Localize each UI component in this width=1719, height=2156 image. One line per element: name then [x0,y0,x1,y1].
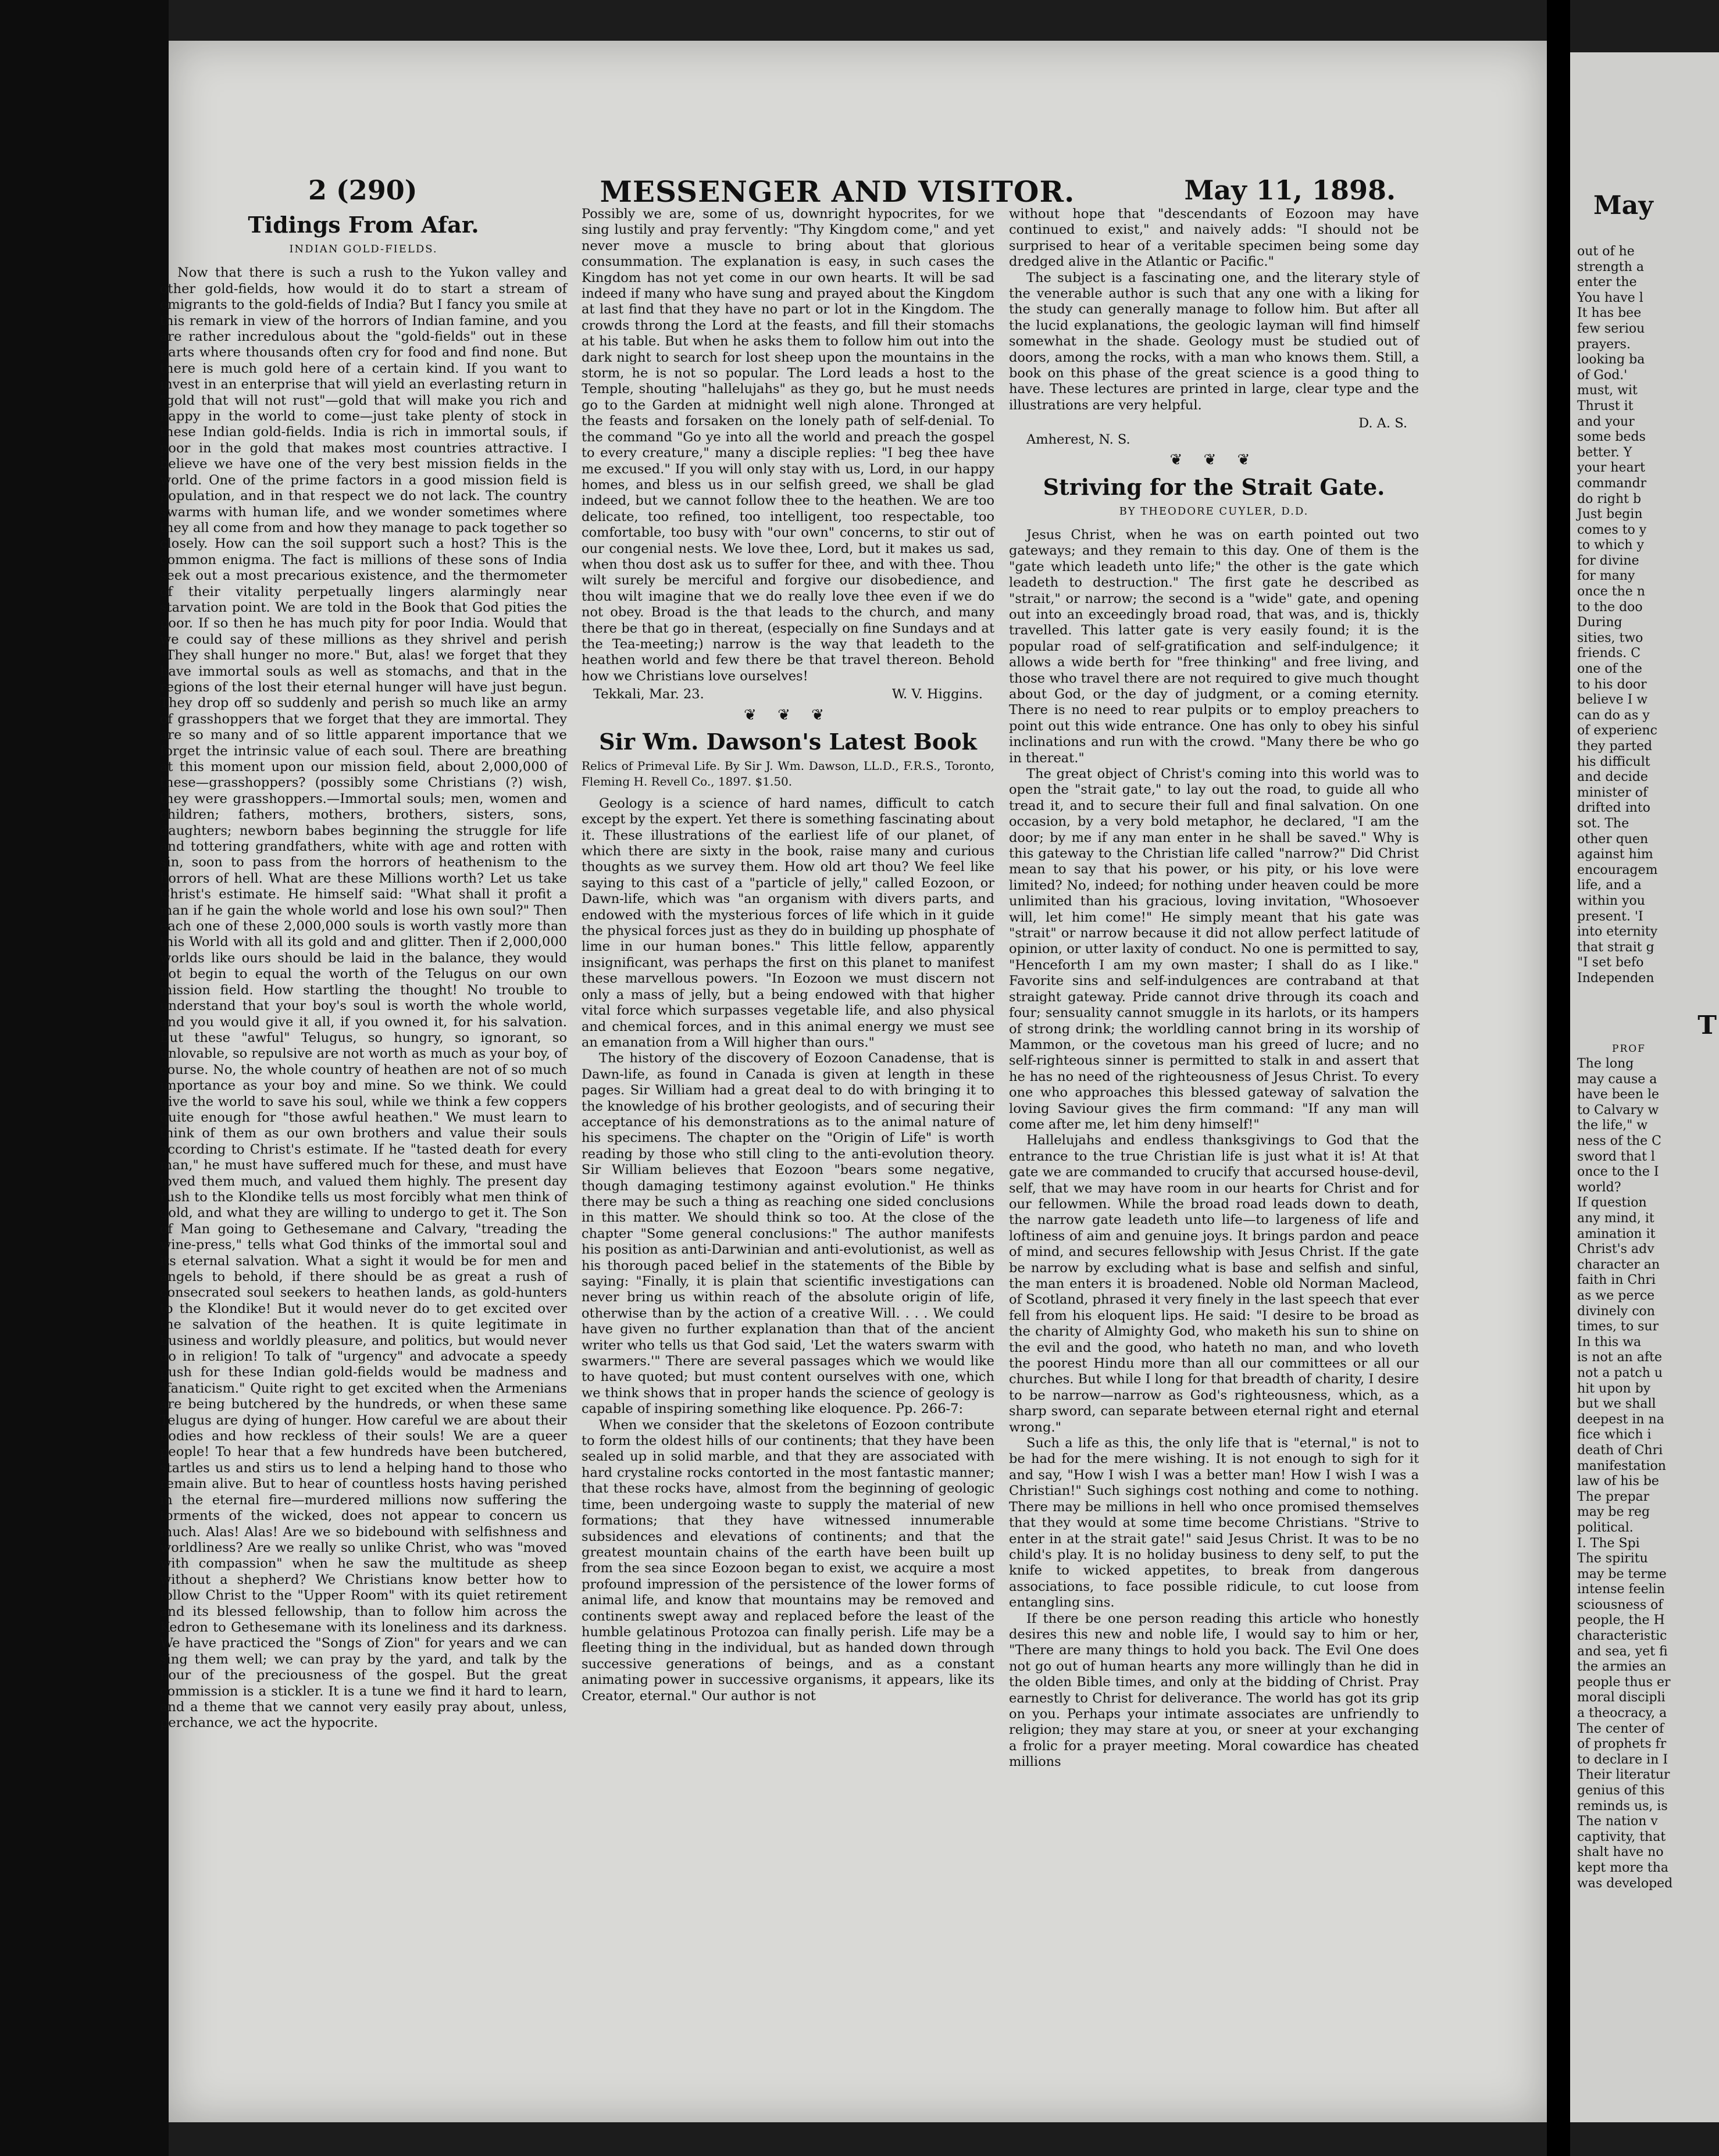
adjacent-text-line: Their literatur [1577,1768,1670,1783]
signature-line [582,687,994,702]
adjacent-text-line: It has bee [1577,306,1642,321]
adjacent-text-line: out of he [1577,244,1635,259]
adjacent-text-line: deepest in na [1577,1412,1664,1427]
signature-initials: D. A. S. [1358,416,1407,431]
adjacent-text-line: shalt have no [1577,1845,1664,1860]
adjacent-text-line: for many [1577,569,1635,584]
adjacent-text-line: not a patch u [1577,1365,1663,1380]
adjacent-text-line: the life," w [1577,1118,1648,1133]
signature-place: Amherest, N. S. [1026,431,1130,447]
adjacent-text-line: is not an afte [1577,1350,1662,1365]
adjacent-text-line: prayers. [1577,337,1631,352]
article-title-tidings: Tidings From Afar. [248,212,479,238]
article-title-strait-gate: Striving for the Strait Gate. [1043,473,1385,500]
adjacent-text-line: but we shall [1577,1397,1656,1412]
adjacent-text-line: of God.' [1577,367,1628,383]
adjacent-text-line: sciousness of [1577,1597,1663,1612]
adjacent-text-line: Just begin [1577,507,1643,522]
adjacent-text-line: believe I w [1577,693,1648,708]
book-reference: Relics of Primeval Life. By Sir J. Wm. Dawson, LL.D., F.R.S., Toronto, Fleming H. Revell Co., 1897. $1.50. [582,759,994,789]
adjacent-text-line: some beds [1577,430,1646,445]
adjacent-text-line: death of Chri [1577,1443,1663,1458]
section-divider-ornament: ❦ ❦ ❦ [744,706,832,724]
signature-name: W. V. Higgins. [891,687,983,702]
adjacent-text-line: comes to y [1577,522,1647,537]
article-paragraph: If there be one person reading this article who honestly desires this new and noble life, I would say to him or her, "There are many things to hold you back. The Evil One does not go out of human hearts any more willingly than he did in the olden Bible times, and only at the bidding of Christ. Pray earnestly to Christ for deliverance. The world has got its grip on you. Perhaps your intimate associates are unfriendly to religion; they may stare at you, or sneer at your exchanging a frolic for a prayer meeting. Moral cowardice has cheated millions [1009,1611,1419,1770]
article-paragraph: The great object of Christ's coming into this world was to open the "strait gate," to lay out the road, to guide all who tread it, and to secure their full and final salvation. On one occasion, by a very bold metaphor, he declared, "I am the door; by me if any man enter in he shall be saved." Why is this gateway to the Christian life called "narrow?" Did Christ mean to say that his power, or his pity, or his love were limited? No, indeed; for nothing under heaven could be more unlimited than his gracious, loving invitation, "Whosoever will, let him come!" He simply meant that his gate was "strait" or narrow because it did not allow perfect latitude of opinion, or utter laxity of conduct. No one is permitted to say, "Henceforth I am my own master; I shall do as I like." Favorite sins and self-indulgences are contraband at that straight gateway. Pride cannot drive through its coach and four; sensuality cannot smuggle in its harlots, or its hampers of strong drink; the worldling cannot bring in its worship of Mammon, or the covetous man his greed of lucre; and no self-righteous sinner is permitted to stalk in and assert that he has no need of the righteousness of Jesus Christ. To every one who approaches this blessed gateway of salvation the loving Saviour gives the firm command: "If any man will come after me, let him deny himself!" [1009,766,1419,1132]
adjacent-text-line: drifted into [1577,801,1651,816]
adjacent-text-line: one of the [1577,662,1642,677]
adjacent-text-line: looking ba [1577,352,1645,367]
scan-left-border [0,0,169,2156]
adjacent-text-line: The nation v [1577,1814,1658,1829]
adjacent-text-line: few seriou [1577,321,1645,336]
page-number: 2 (290) [308,174,418,206]
signature-place: Tekkali, Mar. 23. [593,687,704,702]
article-subtitle-gold-fields: INDIAN GOLD-FIELDS. [289,243,438,255]
column-3 [1009,206,1419,1771]
adjacent-text-line: strength a [1577,259,1645,274]
adjacent-text-line: against him [1577,847,1653,862]
adjacent-text-line: any mind, it [1577,1211,1654,1226]
adjacent-text-line: I. The Spi [1577,1536,1640,1551]
adjacent-text-line: people, the H [1577,1613,1665,1628]
adjacent-text-line: once the n [1577,584,1645,599]
adjacent-text-line: The prepar [1577,1489,1650,1504]
adjacent-text-line: You have l [1577,290,1643,305]
adjacent-text-line: within you [1577,893,1645,908]
adjacent-text-line: to his door [1577,677,1647,692]
adjacent-text-line: amination it [1577,1226,1656,1241]
adjacent-text-line: characteristic [1577,1629,1667,1644]
adjacent-text-line: to the doo [1577,599,1643,615]
adjacent-text-line: sities, two [1577,630,1643,645]
adjacent-text-line: moral discipli [1577,1690,1665,1705]
article-paragraph: The subject is a fascinating one, and the literary style of the venerable author is such that any one with a liking for the study can generally manage to follow him. But after all the lucid explanations, the geologic layman will find himself somewhat in the shade. Geology must be studied out of doors, among the rocks, with a man who knows them. Still, a book on this phase of the great science is a good thing to have. These lectures are printed in large, clear type and the illustrations are very helpful. [1009,270,1419,413]
adjacent-text-line: character an [1577,1257,1660,1272]
section-divider-ornament: ❦ ❦ ❦ [1169,451,1258,469]
adjacent-text-line: reminds us, is [1577,1798,1668,1814]
adjacent-text-line: and decide [1577,770,1648,785]
adjacent-text-line: of prophets fr [1577,1737,1667,1752]
adjacent-text-line: encouragem [1577,862,1658,877]
adjacent-text-line: into eternity [1577,924,1658,940]
adjacent-text-line: faith in Chri [1577,1273,1656,1288]
adjacent-text-line: ness of the C [1577,1134,1661,1149]
adjacent-text-line: that strait g [1577,940,1654,955]
adjacent-text-line: law of his be [1577,1474,1659,1489]
adjacent-text-line: to declare in I [1577,1752,1668,1767]
adjacent-text-line: divinely con [1577,1304,1655,1319]
adjacent-text-line: do right b [1577,491,1642,506]
adjacent-text-line: may cause a [1577,1072,1657,1087]
issue-date: May 11, 1898. [1184,174,1396,206]
adjacent-text-line: his difficult [1577,754,1650,769]
adjacent-text-line: for divine [1577,553,1639,568]
adjacent-text-line: a theocracy, a [1577,1706,1667,1721]
article-paragraph: Jesus Christ, when he was on earth pointed out two gateways; and they remain to this day. One of them is the "gate which leadeth unto life;" the other is the gate which leadeth to destruction." The first gate he described as "strait," or narrow; the second is a "wide" gate, and opening out into an exceedingly broad road, that was, and is, thickly travelled. This latter gate is very easily found; it is the popular road of self-gratification and self-indulgence; it allows a wide berth for "free thinking" and free living, and those who travel there are not required to give much thought about God, or the day of judgment, or a coming eternity. There is no need to rear pulpits or to employ preachers to point out this wide entrance. One has only to obey his sinful inclinations and run with the crowd. "Many there be who go in thereat." [1009,527,1419,766]
adjacent-text-line: The spiritu [1577,1551,1648,1566]
adjacent-text-line: Independen [1577,970,1654,986]
adjacent-text-line: to Calvary w [1577,1102,1659,1118]
adjacent-text-line: commandr [1577,476,1647,491]
adjacent-text-line: fice which i [1577,1427,1652,1443]
adjacent-text-line: can do as y [1577,708,1650,723]
article-paragraph: Such a life as this, the only life that is "eternal," is not to be had for the mere wishing. It is not enough to sigh for it and say, "How I wish I was a better man! How I wish I was a Christian!" Such sighings cost nothing and come to nothing. There may be millions in hell who once promised themselves that they would at some time become Christians. "Strive to enter in at the strait gate!" said Jesus Christ. It was to be no child's play. It is no holiday business to deny self, to put the knife to wicked appetites, to break from dangerous associations, to face possible ridicule, to cut loose from entangling sins. [1009,1436,1419,1611]
article-title-dawson: Sir Wm. Dawson's Latest Book [599,729,977,755]
adjacent-text-line: the armies an [1577,1659,1667,1675]
adjacent-page-fragment [1570,52,1719,2122]
adjacent-text-line: of experienc [1577,723,1657,738]
article-paragraph: Now that there is such a rush to the Yukon valley and other gold-fields, how would it do to start a stream of emigrants to the gold-fields of India? But I fancy you smile at this remark in view of the horrors of Indian famine, and you are rather incredulous about the "gold-fields" out in these parts where thousands often cry for food and find none. But there is much gold here of a certain kind. If you want to invest in an enterprise that will yield an everlasting return in "gold that will not rust"—gold that will make you rich and happy in the world to come—just take plenty of stock in these Indian gold-fields. India is rich in immortal souls, if poor in the gold that makes most countries attractive. I believe we have one of the very best mission fields in the world. One of the prime factors in a good mission field is population, and in that respect we do not lack. The country swarms with human life, and we wonder sometimes where they all come from and how they manage to pack together so closely. How can the soil support such a host? This is the common enigma. The fact is millions of these sons of India seek out a most precarious existence, and the thermometer of their vitality perpetually lingers alarmingly near starvation point. We are told in the Book that God pities the poor. If so then he has much pity for poor India. Would that we could say of these millions as they shrivel and perish "They shall hunger no more." But, alas! we forget that they have immortal souls as well as stomachs, and that in the regions of the lost their eternal hunger will have just begun. They drop off so suddenly and perish so much like an army of grasshoppers that we forget that they are immortal. They are so many and of so little apparent importance that we forget the intrinsic value of each soul. There are breathing at this moment upon our mission field, about 2,000,000 of these—grasshoppers? (possibly some Christians (?) wish, they were grasshoppers.—Immortal souls; men, women and children; fathers, mothers, brothers, sisters, sons, daughters; newborn babes beginning the struggle for life and tottering grandfathers, white with age and rotten with sin, soon to pass from the horrors of heathenism to the horrors of hell. What are these Millions worth? Let us take Christ's estimate. He himself said: "What shall it profit a man if he gain the whole world and lose his own soul?" Then each one of these 2,000,000 souls is worth vastly more than this World with all its gold and and glitter. Then if 2,000,000 worlds like ours should be laid in the balance, they would not begin to equal the worth of the Telugus on our own mission field. How startling the thought! No trouble to understand that your boy's soul is worth the whole world, and you would give it all, if you owned it, for his salvation. But these "awful" Telugus, so hungry, so ignorant, so unlovable, so repulsive are not worth as much as your boy, of course. No, the whole country of heathen are not of so much importance as your boy and mine. So we think. We could give the world to save his soul, while we think a few coppers quite enough for "those awful heathen." We must learn to think of them as our own brothers and value their souls according to Christ's estimate. If he "tasted death for every man," he must have suffered much for these, and must have loved them much, and valued them highly. The present day rush to the Klondike tells us most forcibly what men think of gold, and what they are willing to undergo to get it. The Son of Man going to Gethesemane and Calvary, "treading the wine-press," tells what God thinks of the immortal soul and its eternal salvation. What a sight it would be for men and angels to behold, if there should be as great a rush of consecrated soul seekers to heathen lands, as gold-hunters to the Klondike! But it would never do to get excited over the salvation of the heathen. It is quite legitimate in business and worldly pleasure, and politics, but would never do in religion! To talk of "urgency" and advocate a speedy push for these Indian gold-fields would be madness and "fanaticism." Quite right to get excited when the Armenians are being butchered by the hundreds, or when these same Telugus are dying of hunger. How careful we are about their bodies and how reckless of their souls! We are a queer people! To hear that a few hundreds have been butchered, startles us and stirs us to lend a helping hand to those who remain alive. But to hear of countless hosts having perished in the eternal fire—murdered millions now suffering the torments of the wicked, does not appear to concern us much. Alas! Alas! Are we so bidebound with selfishness and worldliness? Are we really so unlike Christ, who was "moved with compassion" when he saw the multitude as sheep without a shepherd? We Christians know better how to follow Christ to the "Upper Room" with its quiet retirement and its blessed fellowship, than to follow him across the Kedron to Gethesemane with its loneliness and its darkness. We have practiced the "Songs of Zion" for years and we can sing them well; we can pray by the yard, and talk by the hour of the preciousness of the gospel. But the great commission is a stickler. It is a tune we find it hard to learn, and a theme that we cannot very easily pray about, unless, perchance, we act the hypocrite. [160,265,567,1731]
adjacent-text-line: people thus er [1577,1675,1671,1690]
adjacent-text-line: present. 'I [1577,909,1643,924]
adjacent-text-line: and sea, yet fi [1577,1644,1668,1659]
adjacent-text-line: sword that l [1577,1149,1655,1164]
article-paragraph: Hallelujahs and endless thanksgivings to God that the entrance to the true Christian life is just what it is! At that gate we are commanded to crucify that accursed house-devil, self, that we may have room in our hearts for Christ and for our fellowmen. While the broad road leads down to death, the narrow gate leadeth unto life—to largeness of life and loftiness of aim and genuine joys. It brings pardon and peace of mind, and secures fellowship with Jesus Christ. If the gate be narrow by excluding what is base and selfish and sinful, the man enters it is broadened. Noble old Norman Macleod, of Scotland, phrased it very finely in the last speech that ever fell from his eloquent lips. He said: "I desire to be broad as the charity of Almighty God, who maketh his sun to shine on the evil and the good, who hateth no man, and who loveth the poorest Hindu more than all our committees or all our churches. But while I long for that breadth of charity, I desire to be narrow—narrow as God's righteousness, which, as a sharp sword, can separate between eternal right and eternal wrong." [1009,1133,1419,1435]
adjacent-text-line: have been le [1577,1087,1660,1102]
adjacent-text-line: genius of this [1577,1783,1665,1798]
adjacent-text-line: they parted [1577,739,1653,754]
adjacent-text-line: hit upon by [1577,1381,1651,1396]
adjacent-text-line: Thrust it [1577,398,1634,413]
adjacent-text-line: world? [1577,1180,1621,1195]
adjacent-text-line: kept more tha [1577,1860,1669,1875]
adjacent-text-line: to which y [1577,538,1645,553]
adjacent-text-line: "I set befo [1577,955,1644,970]
adjacent-text-line: The center of [1577,1721,1664,1736]
adjacent-text-line: once to the I [1577,1165,1659,1180]
adjacent-text-line: Christ's adv [1577,1242,1654,1257]
adjacent-subtitle-fragment: PROF [1612,1043,1646,1055]
adjacent-page-text [1577,244,1717,1891]
adjacent-text-line: better. Y [1577,445,1632,460]
adjacent-text-line: was developed [1577,1876,1673,1891]
signature-initials-line [1009,416,1419,431]
adjacent-text-line: may be terme [1577,1566,1667,1582]
article-paragraph: When we consider that the skeletons of Eozoon contribute to form the oldest hills of our continents; that they have been sealed up in solid marble, and that they are associated with hard crystaline rocks contorted in the most fantastic manner; that these rocks have, almost from the beginning of geologic time, been undergoing waste to supply the material of new formations; that they have witnessed innumerable subsidences and elevations of continents; and that the greatest mountain chains of the earth have been built up from the sea since Eozoon began to exist, we acquire a most profound impression of the persistence of the lower forms of animal life, and know that mountains may be removed and continents swept away and replaced before the least of the humble gelatinous Protozoa can finally perish. Life may be a fleeting thing in the individual, but as handed down through successive generations of beings, and as a constant animating power in successive organisms, it appears, like its Creator, eternal." Our author is not [582,1417,994,1704]
adjacent-text-line: times, to sur [1577,1319,1659,1334]
adjacent-text-line: captivity, that [1577,1829,1666,1844]
masthead: MESSENGER AND VISITOR. [600,174,1075,209]
article-byline: BY THEODORE CUYLER, D.D. [1119,505,1309,517]
adjacent-text-line: enter the [1577,275,1637,290]
adjacent-text-line: minister of [1577,785,1648,800]
page-gutter [1547,0,1570,2156]
adjacent-text-line: manifestation [1577,1458,1666,1473]
adjacent-text-line: sot. The [1577,816,1629,831]
adjacent-text-line: must, wit [1577,383,1638,398]
adjacent-text-line: In this wa [1577,1334,1642,1350]
column-2 [582,206,994,1704]
adjacent-text-line: If question [1577,1195,1647,1211]
adjacent-title-fragment: T [1697,1010,1717,1040]
column-1 [160,206,567,1732]
adjacent-text-line: may be reg [1577,1505,1650,1520]
article-paragraph: without hope that "descendants of Eozoon may have continued to exist," and naively adds: "I should not be surprised to hear of a veritable specimen being some day dredged alive in the Atlantic or Pacific." [1009,206,1419,270]
article-paragraph: The history of the discovery of Eozoon Canadense, that is Dawn-life, as found in Canada is given at length in these pages. Sir William had a great deal to do with bringing it to the knowledge of his brother geologists, and of securing their acceptance of his demonstrations as to the animal nature of his specimens. The chapter on the "Origin of Life" is worth reading by those who still cling to the anti-evolution theory. Sir William believes that Eozoon "bears some negative, though damaging testimony against evolution." He thinks there may be such a thing as reaching one sided conclusions in this matter. We should think so too. At the close of the chapter "Some general conclusions:" The author manifests his position as anti-Darwinian and anti-evolutionist, as well as his thorough paced belief in the statements of the Bible by saying: "Finally, it is plain that scientific investigations can never bring us within reach of the absolute origin of life, otherwise than by the action of a creative Will. . . . We could have given no further explanation than that of the ancient writer who tells us that God said, 'Let the waters swarm with swarmers.'" There are several passages which we would like to have quoted; but must content ourselves with one, which we think shows that in proper hands the science of geology is capable of inspiring something like eloquence. Pp. 266-7: [582,1051,994,1417]
adjacent-text-line: life, and a [1577,878,1642,893]
adjacent-text-line: other quen [1577,831,1649,847]
adjacent-text-line: political. [1577,1520,1634,1535]
adjacent-text-line: your heart [1577,461,1646,476]
adjacent-text-line: intense feelin [1577,1582,1665,1597]
article-paragraph: Possibly we are, some of us, downright hypocrites, for we sing lustily and pray fervently: "Thy Kingdom come," and yet never move a muscle to bring about that glorious consummation. The explanation is easy, in such cases the Kingdom has not yet come in our own hearts. It will be sad indeed if many who have sung and prayed about the Kingdom at last find that they have no part or lot in the Kingdom. The crowds throng the Lord at the feasts, and fill their stomachs at his table. But when he asks them to follow him out into the dark night to search for lost sheep upon the mountains in the storm, he is not so popular. The Lord leads a host to the Temple, shouting "hallelujahs" as they go, but he must needs go to the Garden at midnight well nigh alone. Thronged at the feasts and forsaken on the lonely path of self-denial. To the command "Go ye into all the world and preach the gospel to every creature," many a disciple replies: "I beg thee have me excused." If you will only stay with us, Lord, in our happy homes, and bless us in our selfish greed, we shall be glad indeed, but we cannot follow thee to the heathen. We are too delicate, too refined, too intelligent, too respectable, too comfortable, too busy with "our own" concerns, to stir out of our congenial nests. We love thee, Lord, but it makes us sad, when thou dost ask us to suffer for thee, and with thee. Thou wilt surely be merciful and forgive our disobedience, and thou wilt imagine that we do really love thee even if we do not obey. Broad is the that leads to the church, and many there be that go in thereat, (especially on fine Sundays and at the Tea-meeting;) narrow is the way that leadeth to the heathen world and few there be that travel thereon. Behold how we Christians love ourselves! [582,206,994,684]
adjacent-text-line: friends. C [1577,646,1641,661]
adjacent-text-line: During [1577,615,1622,630]
article-paragraph: Geology is a science of hard names, difficult to catch except by the expert. Yet there is something fascinating about it. These illustrations of the earliest life of our planet, of which there are sixty in the book, raise many and curious thoughts as we survey them. How old art thou? We feel like saying to this cast of a "particle of jelly," called Eozoon, or Dawn-life, which was "an organism with divers parts, and endowed with the mysterious forces of life which in it guide the physical forces just as they do in building up phosphate of lime in our human bones." This little fellow, apparently insignificant, was perhaps the first on this planet to manifest these marvellous powers. "In Eozoon we must discern not only a mass of jelly, but a being endowed with that higher vital force which surpasses vegetable life, and also physical and chemical forces, and in this animal energy we must see an emanation from a Will higher than ours." [582,795,994,1050]
adjacent-text-line: The long [1577,1056,1634,1072]
adjacent-text-line: and your [1577,414,1635,429]
adjacent-text-line: as we perce [1577,1288,1655,1303]
adjacent-page-header: May [1593,191,1653,220]
